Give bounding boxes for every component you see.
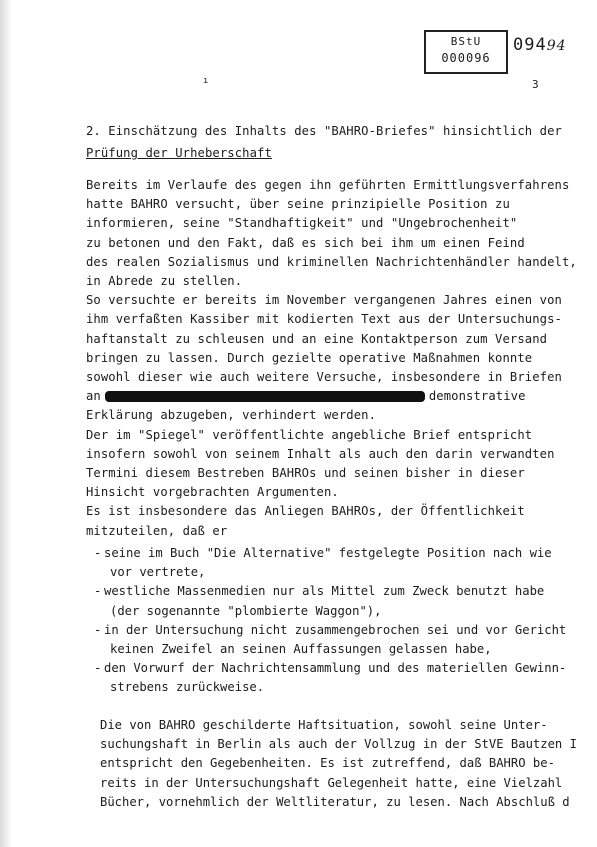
list-bullet: - — [94, 584, 102, 599]
text-line: Hinsicht vorgebrachten Argumenten. — [86, 485, 339, 500]
text-line: bringen zu lassen. Durch gezielte operative Maßnahmen konnte — [86, 350, 533, 365]
claims-list — [94, 544, 584, 698]
heading-line-2: Prüfung der Urheberschaft — [86, 146, 272, 160]
text-line: Der im "Spiegel" veröffentlichte angebliche Brief entspricht — [86, 427, 533, 442]
scan-speck: ı — [203, 76, 209, 86]
text-line: Es ist insbesondere das Anliegen BAHROs, der Öffentlichkeit — [86, 504, 525, 519]
redacted-line-after: demonstrative — [428, 389, 526, 404]
list-item-continuation: (der sogenannte "plombierte Waggon"), — [110, 603, 382, 618]
text-line: So versuchte er bereits im November vergangenen Jahres einen von — [86, 293, 562, 308]
text-line: Termini diesem Bestreben BAHROs und seinen bisher in dieser — [86, 466, 525, 481]
redacted-line-before: an — [86, 389, 101, 404]
sheet-number: 3 — [532, 78, 539, 91]
list-bullet: - — [94, 546, 102, 560]
text-line: informieren, seine "Standhaftigkeit" und "Ungebrochenheit" — [86, 216, 518, 231]
text-line: mitzuteilen, daß er — [86, 523, 228, 538]
list-item-text: seine im Buch "Die Alternative" festgelegte Position nach wie — [104, 546, 552, 560]
text-line: zu betonen und den Fakt, daß es sich bei ihm um einen Feind — [86, 235, 525, 250]
main-paragraph — [86, 176, 581, 541]
text-line: in Abrede zu stellen. — [86, 274, 243, 289]
text-line: hatte BAHRO versucht, über seine prinzipielle Position zu — [86, 197, 510, 212]
scan-edge-shadow — [0, 0, 12, 847]
archive-stamp — [424, 30, 508, 74]
text-line: reits in der Untersuchungshaft Gelegenheit hatte, eine Vielzahl — [100, 775, 563, 790]
list-item — [94, 659, 584, 678]
text-line: Bücher, vornehmlich der Weltliteratur, zu lesen. Nach Abschluß d — [100, 794, 570, 809]
list-item — [94, 582, 584, 601]
page-number — [513, 35, 567, 55]
text-line: Bereits im Verlaufe des gegen ihn geführten Ermittlungsverfahrens — [86, 178, 570, 192]
list-item-continuation: strebens zurückweise. — [110, 680, 265, 695]
list-item — [94, 544, 584, 563]
list-item-text: in der Untersuchung nicht zusammengebrochen sei und vor Gericht — [104, 622, 567, 637]
closing-paragraph — [100, 716, 590, 812]
text-line: ihm verfaßten Kassiber mit kodierten Text aus der Untersuchungs- — [86, 312, 562, 327]
redaction-bar — [105, 391, 425, 402]
page-number-handwritten: 94 — [546, 38, 567, 54]
stamp-label: BStU — [450, 35, 482, 48]
text-line: haftanstalt zu schleusen und an eine Kontaktperson zum Versand — [86, 331, 548, 346]
list-item-text: den Vorwurf der Nachrichtensammlung und des materiellen Gewinn- — [104, 661, 567, 676]
heading-line-1: 2. Einschätzung des Inhalts des "BAHRO-Briefes" hinsichtlich der — [86, 124, 562, 138]
text-line: des realen Sozialismus und kriminellen Nachrichtenhändler handelt, — [86, 254, 577, 269]
text-line: sowohl dieser wie auch weitere Versuche, insbesondere in Briefen — [86, 370, 562, 385]
text-line: suchungshaft in Berlin als auch der Vollzug in der StVE Bautzen I — [100, 737, 577, 752]
text-line: Erklärung abzugeben, verhindert werden. — [86, 408, 377, 423]
text-line: insofern sowohl von seinem Inhalt als auch den darin verwandten — [86, 446, 555, 461]
page-number-printed: 094 — [513, 35, 547, 55]
list-bullet: - — [94, 622, 102, 637]
text-line: Die von BAHRO geschilderte Haftsituation, sowohl seine Unter- — [100, 718, 548, 732]
list-item-continuation: keinen Zweifel an seinen Auffassungen gelassen habe, — [110, 642, 492, 657]
text-line: entspricht den Gegebenheiten. Es ist zutreffend, daß BAHRO be- — [100, 756, 555, 771]
list-item-text: westliche Massenmedien nur als Mittel zum Zweck benutzt habe — [104, 584, 545, 599]
redacted-line — [86, 387, 581, 406]
list-item-continuation: vor vertrete, — [110, 565, 206, 580]
stamp-number: 000096 — [441, 51, 491, 65]
list-bullet: - — [94, 661, 102, 676]
list-item — [94, 621, 584, 640]
section-heading — [86, 120, 566, 164]
